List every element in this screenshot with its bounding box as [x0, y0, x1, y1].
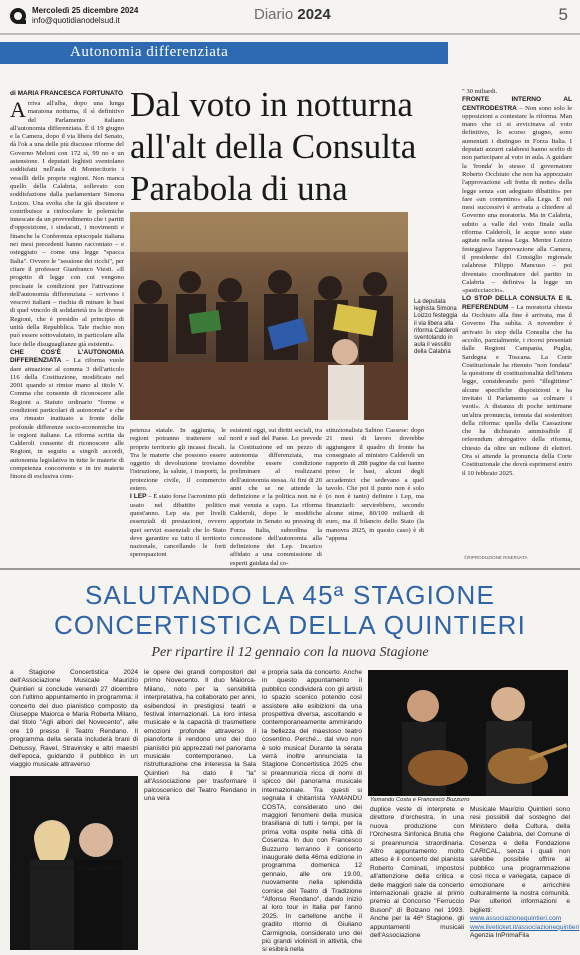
article-column-5: [462, 88, 572, 554]
page-header: [0, 0, 580, 36]
photo-caption: La deputata leghista Simona Loizzo festeggia il via libera alla riforma Calderoli sventolando in aula il vessillo della Calabria: [414, 299, 459, 356]
article-col5-text3: – La moratoria chiesta da Occhiuto alla fine è arrivata, ma il Governo l'ha subìta. A novembre è arrivato lo stop della Consulta che ha accolto, parzialmente, i ricorsi presentati dalle Regioni Campania, Puglia, Sardegna e Toscana. La Corte Costituzionale ha ritenuto "non fondata" la questione di costituzionalità dell'intera legge, considerando però "illegittime" alcune specifiche disposizioni e ha invitato il Parlamento «a colmare i vuoti». A distanza di poche settimane un'altra pronuncia, temuta dai sostenitori della riforma: quella della Cassazione che ha dichiarato ammissibile il referendum abrogativo della riforma, chiesto da oltre un milione di elettori. Ora si attende la pronuncia della Corte Costituzionale che dovrà esprimersi entro il 10 febbraio 2025.: [462, 303, 572, 477]
duo-piano-photo: [10, 776, 138, 864]
topic-band: [0, 42, 448, 64]
article-col5-text2: – Non sono solo le opposizioni a contestare la riforma. Man mano che ci si avvicinava al voto definitivo, lo scorso giugno, sono aumentati i distinguo in Forza Italia. I deputati azzurri calabresi hanno scelto di non partecipare al voto in aula. A guidare la 'fronda' lo stesso il governatore Roberto Occhiuto che non ha apprezzato l'approvazione «di fretta di notte» della legge senza «un adeguato dibattito» per fare «un contentino» alla Lega. E nei mesi successivi è arrivata a chiedere al Governo una moratoria. Ma in Calabria, subito a valle del voto finale sulla riforma Calderoli, le acque sono state agitate nella stessa Lega. Mentre Loizzo festeggiava l'approvazione alla Camera, il presidente del Consiglio regionale calabrese Filippo Mancuso – poi diventato coordinatore del partito in Calabria – definiva la legge un «pasticciaccio».: [462, 104, 572, 295]
subheading-fronte-interno: FRONTE INTERNO AL CENTRODESTRA: [462, 96, 572, 112]
guitar-duo-caption: Yamandu Costa e Francesco Buzzurro: [370, 797, 470, 803]
concert-column-5: [470, 806, 580, 940]
concert-column-1-wrap: [10, 669, 138, 688]
concert-column-3: e propria sala da concerto. Anche in questo appuntamento il pubblico condividerà con gli artisti lo spazio scenico potendo così assistere alle esibizioni da una prospettiva diversa, ascoltando e contemporaneamente ammirando la bellezza del maestoso teatro cosentino. Perché... dal vivo non è solo musica! Durante la serata verrà inoltre annunciata la Stagione Concertistica 2025 che si preannuncia ricca di nomi di spicco del panorama musicale internazionale. Tra questi si segnala il chitarrista YAMANDU COSTA, considerato uno dei maggiori fenomeni della musica brasiliana di tutti i tempi, per la prima volta ospite nella città di Cosenza. In duo con Francesco Buzzurro terranno il concerto inaugurale della 46ma edizione in programma domenica 12 gennaio, alle ore 19.00, nuovamente nella splendida cornice del Teatro di Tradizione "Alfonso Rendano", dando inizio al loro tour in Italia per l'anno 2025. In cartellone anche il gradito ritorno di Giuliano Carmignola, considerato uno dei più grandi violinisti in attività, che si esibirà nella: [262, 669, 362, 954]
loizzo-photo: [130, 212, 408, 420]
concert-col5-text: Musicale Maurizio Quintieri sono resi possibili dal sostegno del Ministero della Cultura, della Regione Calabria, del Comune di Cosenza e della Fondazione CARICAL, senza i quali non sarebbe possibile offrire al pubblico una programmazione così ricca e variegata, capace di emozionare e arricchire culturalmente la nostra comunità. Per ulteriori informazioni e biglietti:: [470, 806, 570, 914]
concert-column-2: le opere dei grandi compositori del primo Novecento. Il duo Maiorca-Milano, noto per la sensibilità interpretativa, ha collaborato per anni, esibendosi in prestigiosi teatri e festival internazionali. La loro intesa musicale e la capacità di trasmettere emozioni profonde attraverso il pianoforte li rendono uno dei duo pianistici più apprezzati nel panorama musicale contemporaneo. La ristrutturazione che interessa la Sala Quintieri ha dato il "la" all'Associazione per trasformare il palcoscenico del Teatro Rendano in una vera: [144, 669, 256, 803]
article-col2-text2: – È stato forse l'acronimo più usato nel dibattito politico quest'anno. Lep sta per livelli essenziali di prestazioni, ovvero quei servizi essenziali che lo Stato deve garantire su tutto il territorio nazionale, cancellando le forti sperequazioni: [130, 493, 226, 559]
headline-line-1: Dal voto in notturna: [130, 85, 413, 124]
concert-column-4: duplice veste di interprete e direttore d'orchestra, in una nuova produzione con l'Orchestra Sinfonica Brutia che si preannuncia straordinaria. Altro appuntamento molto atteso è il concerto del pianista Roberto Cominati, impostosi all'attenzione della critica e delle maggiori sale da concerto internazionali grazie al primo premio al Concorso "Ferruccio Busoni" di Bolzano nel 1993. Anche per la 46ª Stagione, gli appuntamenti musicali dell'Associazione: [370, 806, 464, 940]
article-byline: di MARIA FRANCESCA FORTUNATO: [10, 90, 124, 97]
parliament-photo-icon: [130, 212, 408, 420]
article-col5-text: " 30 miliardi.: [462, 88, 498, 95]
concert-subtitle: Per ripartire il 12 gennaio con la nuova Stagione: [151, 645, 429, 660]
headline-line-2: all'alt della Consulta: [130, 127, 417, 166]
subheading-lep: I LEP: [130, 493, 147, 501]
article-column-1: [10, 97, 124, 555]
concert-title-line-2: CONCERTISTICA DELLA QUINTIERI: [53, 610, 527, 640]
article-col2-text: petenza statale. In aggiunta, le regioni potranno trattenere sul proprio territorio gli incassi fiscali. Tra le materie che possono essere oggetto di devoluzione troviamo l'istruzione, la salute, i trasporti, la protezione civile, il commercio estero.: [130, 427, 226, 493]
article-column-4: [326, 427, 424, 552]
concert-title-line-1: SALUTANDO LA 45ª STAGIONE: [85, 580, 495, 610]
link-associazione[interactable]: www.associazionequintieri.com: [470, 915, 562, 923]
section-name: Diario: [254, 6, 294, 23]
contact-email: info@quotidianodelsud.it: [32, 16, 120, 25]
topic-label: Autonomia differenziata: [70, 44, 229, 60]
article-column-2: [130, 427, 226, 562]
subheading-autonomia: CHE COS'È L'AUTONOMIA DIFFERENZIATA: [10, 348, 124, 365]
article-col4-text: stituzionalista Sabino Cassese: dopo 21 mesi di lavoro dovrebbe aggiungere il quadro di fronte ha consegnato al ministro Calderoli un rapporto di 288 pagine da cui hanno preso le basi, alcuni degli accademici che sedevano a quel tavolo. Che poi il punto non è solo (o non è tanto) definire i Lep, ma finanziarli: servirebbero, secondo alcune stime, 80/100 miliardi di euro, ma il bilancio dello Stato (la manovra 2025, in questo caso) è di "appena: [326, 427, 424, 542]
article-col1-text: rriva all'alba, dopo una lunga maratona notturna, il sì definitivo del Parlamento italiano all'autonomia differenziata. È il 19 giugno e la Camera, dopo il via libera del Senato, dà l'ok a una delle più discusse riforme del Governo Meloni con 172 sì, 99 no e un astensione. I deputati leghisti sventolano soddisfatti nell'aula di Montecitorio i vessilli delle proprie regioni. Non manca quello della Calabria, sollevato con soddisfazione dalla parlamentare Simona Loizzo. Una svolta che fa già discutere e contribuisce a rinfocolare le polemiche innescate da un provvedimento che i partiti d'opposizione, i sindacati, i movimenti e finanche la Conferenza episcopale italiana nei mesi precedenti hanno raccontato – e osteggiato – come una legge "spacca Italia". Ovvero le "sessione dei ricchi", per citare il professor Gianfranco Viesti. «Il progetto di legge con cui vengono precisate le condizioni per l'attivazione dell'autonomia differenziata – scrivono i vescovi italiani – rischia di minare le basi di quel vincolo di solidarietà tra le diverse Regioni, che è presidio al principio di unità della Repubblica. Tale rischio non può essere sottovalutato, in particolare alla luce delle disuguaglianze già esistenti».: [10, 100, 124, 348]
section-separator: [0, 568, 580, 570]
agency-name: Agenzia InPrimaFila: [470, 932, 530, 940]
headline-line-3: Parabola di una: [130, 169, 348, 208]
header-rule: [0, 33, 580, 35]
concert-headline: [0, 580, 580, 640]
guitarists-photo-icon: [368, 670, 568, 796]
copyright-note: ©RIPRODUZIONE RISERVATA: [464, 555, 528, 560]
link-liveticket[interactable]: www.liveticket.it/associazionequintieri: [470, 923, 580, 931]
article-col3-text: esistenti oggi, sui diritti sociali, tra nord e sud del Paese. Lo prevede la Costituzione ed un pezzo di autonomia differenziata, ma dovrebbe essere condizione preliminare al realizzarsi dell'autonomia stessa. Ai fini di 20 anni che se ne attende la definizione e la politica non ne è mai venuta a capo. La riforma Calderoli, dopo le modifiche apportate in Senato su pressing di Forza Italia, subordina la concessione dell'autonomia alla definizione dei Lep. Incarico affidato a una commissione di esperti guidata dal co-: [230, 427, 322, 567]
subheading-consulta: LO STOP DELLA CONSULTA E IL REFERENDUM: [462, 295, 572, 311]
section-title: [254, 6, 331, 23]
issue-date: Mercoledì 25 dicembre 2024: [32, 6, 139, 15]
article-col1-text2: – La riforma vuole dare attuazione al comma 3 dell'articolo 116 della Costituzione, modificato nel 2001 quando si rimise mano al titolo V. Comma che consente di riconoscere alle Regioni a Statuto ordinario "forme e condizioni particolari di autonomia" e che era rimasto inattuato a fronte delle profonde differenze socio-economiche tra le regioni italiane. La riforma scritta da Calderoli consente di riconoscere alle Regioni, in seguito a singoli accordi, autonomia legislativa in tutte le materie di competenza concorrente e in tre materie finora di esclusiva com-: [10, 357, 124, 481]
duo-photo-caption: Maria Roberta Milano e Giuseppe Maiorca: [14, 866, 123, 872]
guitar-duo-photo: [368, 670, 568, 796]
page-number: 5: [558, 5, 568, 24]
article-column-3: [230, 427, 322, 567]
newspaper-logo-icon: [10, 8, 26, 24]
drop-cap: A: [10, 97, 26, 122]
concert-column-1-paragraph: a Stagione Concertistica 2024 dell'Associazione Musicale Maurizio Quintieri si conclude venerdì 27 dicembre con l'ultimo appuntamento in programma: il concerto del duo pianistico composto da Giuseppe Maiorca e Maria Roberta Milano, dal titolo "Agli albori del Novecento", alle ore 19 presso il Teatro Rendano. Il programma della serata includerà brani di Debussy, Ravel, Stravinsky e altri maestri dell'epoca, guidando il pubblico in un viaggio musicale attraverso: [10, 669, 138, 769]
pianists-photo-icon: [10, 776, 138, 950]
section-year: 2024: [297, 6, 331, 23]
